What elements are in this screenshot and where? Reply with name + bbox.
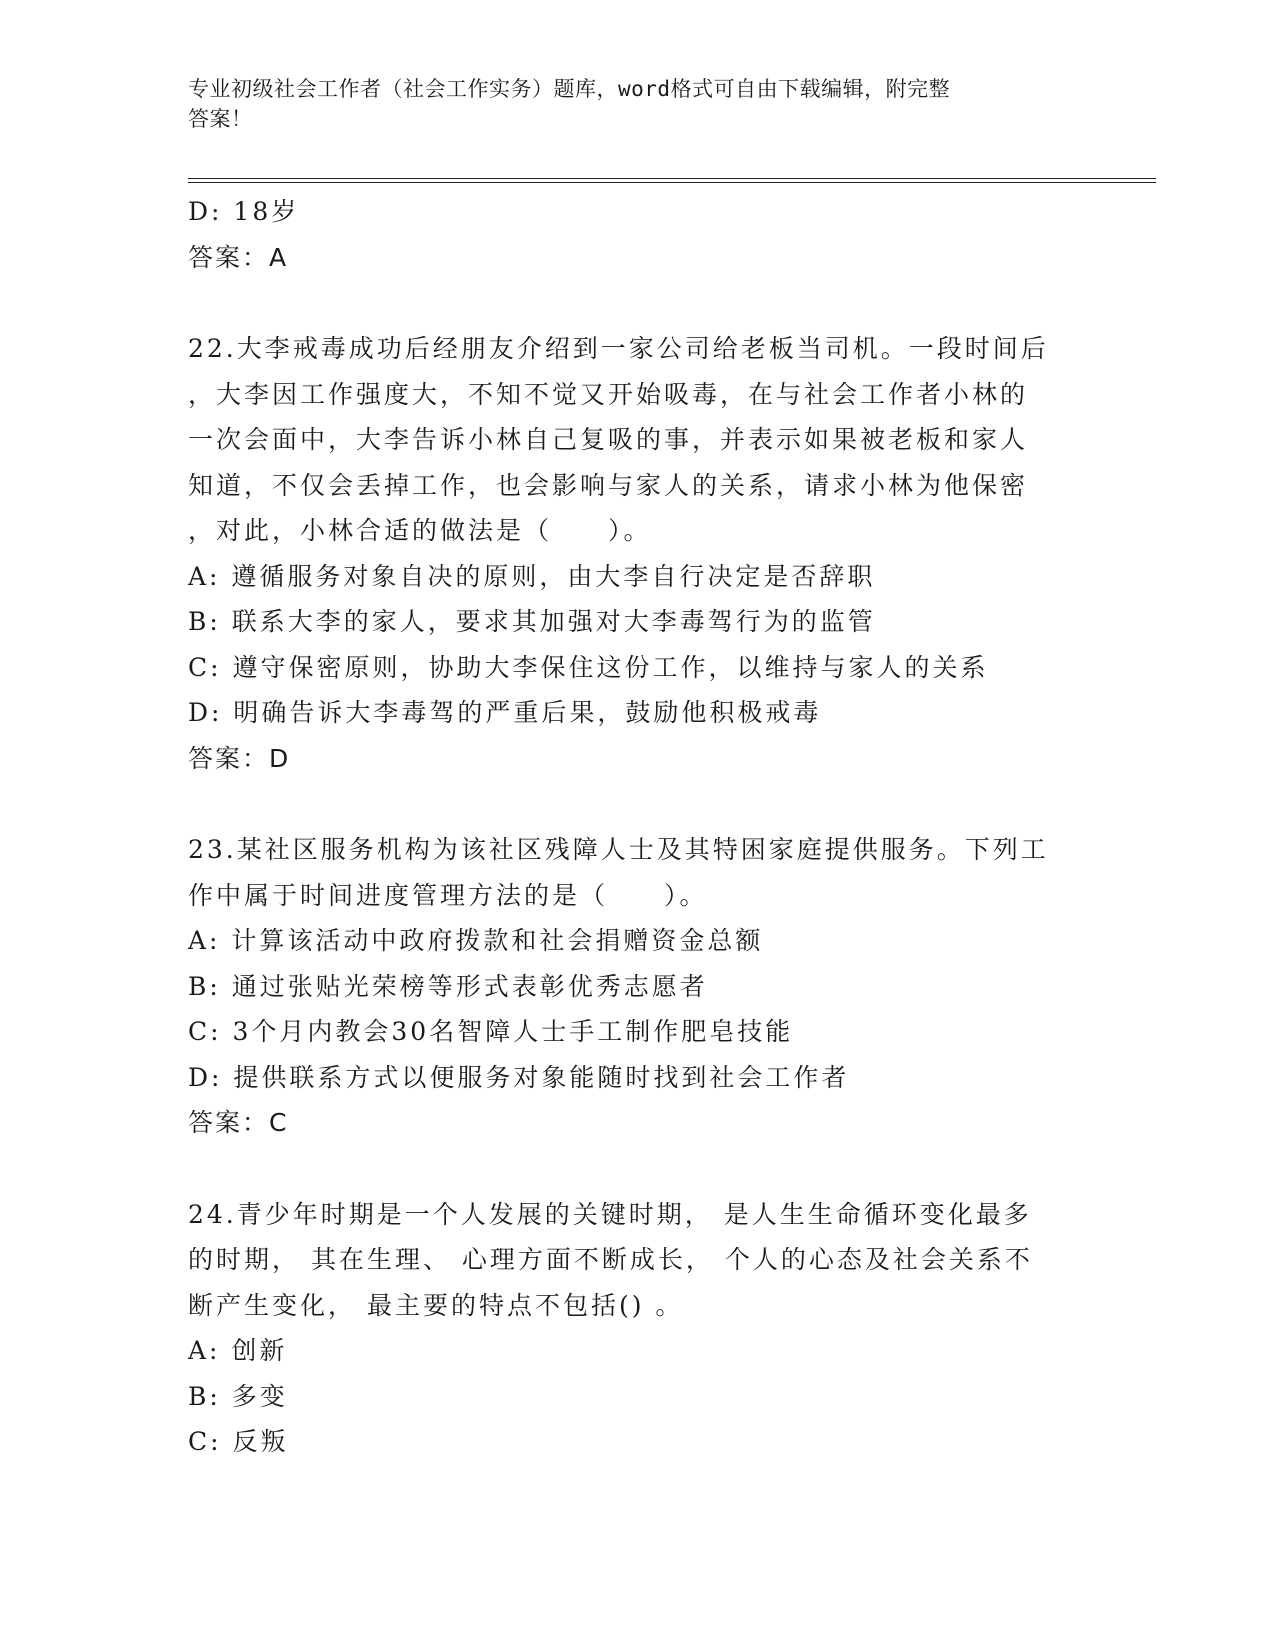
question-stem-line: 作中属于时间进度管理方法的是（ ）。 [188, 880, 708, 910]
question-stem-line: 23.某社区服务机构为该社区残障人士及其特困家庭提供服务。下列工 [188, 835, 1049, 864]
question-stem-line: 一次会面中，大李告诉小林自己复吸的事，并表示如果被老板和家人 [188, 425, 1029, 454]
option-d: D: 提供联系方式以便服务对象能随时找到社会工作者 [188, 1062, 850, 1092]
question-content [188, 189, 1088, 1465]
spacer [188, 1146, 1088, 1192]
question-24 [188, 1192, 1088, 1465]
option-d: D: 明确告诉大李毒驾的严重后果，鼓励他积极戒毒 [188, 698, 822, 727]
header-line-1: 专业初级社会工作者（社会工作实务）题库，word格式可自由下载编辑，附完整 [188, 77, 951, 101]
page-header [188, 74, 1068, 134]
option-c: C: 遵守保密原则，协助大李保住这份工作，以维持与家人的关系 [188, 652, 989, 682]
question-stem-line: ，对此，小林合适的做法是（ ）。 [188, 516, 652, 545]
header-divider [188, 178, 1156, 183]
header-line-2: 答案！ [188, 107, 253, 131]
answer: 答案：C [188, 1108, 289, 1137]
question-22 [188, 326, 1088, 781]
option-c: C: 3个月内教会30名智障人士手工制作肥皂技能 [188, 1017, 794, 1046]
question-23 [188, 827, 1088, 1146]
question-stem-line: 的时期， 其在生理、 心理方面不断成长， 个人的心态及社会关系不 [188, 1245, 1033, 1274]
option-b: B: 多变 [188, 1381, 288, 1411]
question-stem-line: 22.大李戒毒成功后经朋友介绍到一家公司给老板当司机。一段时间后 [188, 334, 1049, 363]
option-b: B: 通过张贴光荣榜等形式表彰优秀志愿者 [188, 971, 708, 1001]
option-a: A: 创新 [188, 1336, 288, 1365]
option-b: B: 联系大李的家人，要求其加强对大李毒驾行为的监管 [188, 607, 876, 636]
option-a: A: 计算该活动中政府拨款和社会捐赠资金总额 [188, 926, 764, 955]
spacer [188, 280, 1088, 326]
question-stem-line: 断产生变化， 最主要的特点不包括() 。 [188, 1290, 684, 1320]
answer: 答案：A [188, 242, 289, 272]
option-a: A: 遵循服务对象自决的原则，由大李自行决定是否辞职 [188, 561, 876, 591]
answer: 答案：D [188, 743, 291, 773]
question-stem-line: 24.青少年时期是一个人发展的关键时期， 是人生生命循环变化最多 [188, 1199, 1032, 1229]
option-c: C: 反叛 [188, 1427, 289, 1456]
option-d: D: 18岁 [188, 197, 300, 226]
spacer [188, 781, 1088, 827]
question-stem-line: ，大李因工作强度大，不知不觉又开始吸毒，在与社会工作者小林的 [188, 379, 1029, 409]
question-stem-line: 知道，不仅会丢掉工作，也会影响与家人的关系，请求小林为他保密 [188, 470, 1029, 500]
